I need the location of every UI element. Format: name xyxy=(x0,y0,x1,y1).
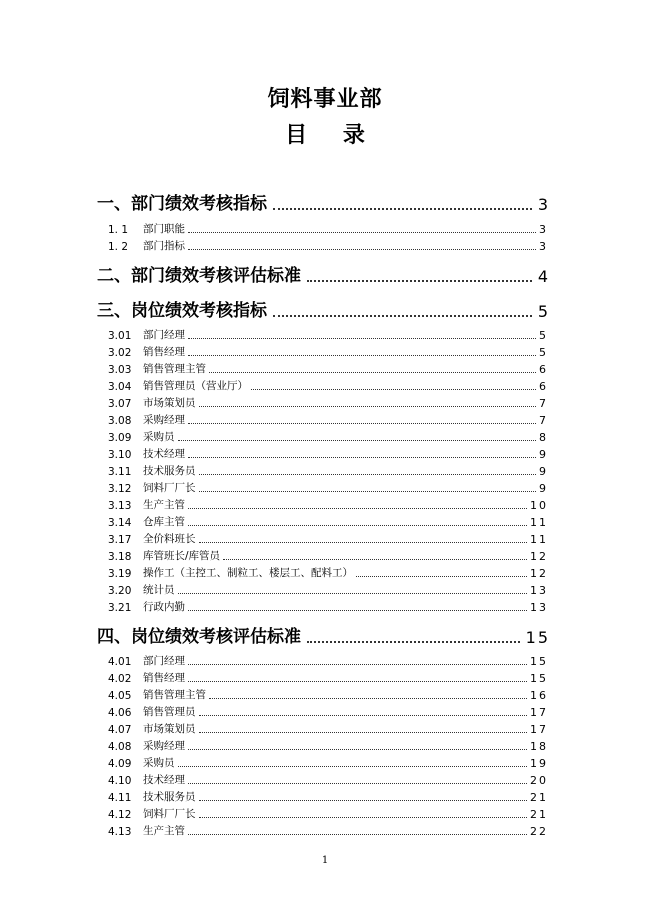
toc-leader-dots xyxy=(199,406,537,407)
toc-entry-label: 销售管理员（营业厅） xyxy=(143,380,248,392)
toc-entry-label: 全价料班长 xyxy=(143,533,196,545)
toc-entry-label: 部门指标 xyxy=(143,240,185,252)
toc-entry-number: 4.08 xyxy=(108,741,132,753)
toc-entry-number: 3.11 xyxy=(108,466,132,478)
toc-entry-page: 11 xyxy=(530,533,548,546)
toc-leader-dots xyxy=(209,372,536,373)
toc-subentry[interactable] xyxy=(0,220,650,236)
toc-entry-label: 部门经理 xyxy=(143,655,185,667)
toc-entry-number: 3.21 xyxy=(108,602,132,614)
toc-subentry[interactable] xyxy=(0,428,650,444)
toc-entry-label: 销售管理主管 xyxy=(143,363,206,375)
toc-subentry[interactable] xyxy=(0,581,650,597)
toc-entry-number: 4.06 xyxy=(108,707,132,719)
toc-entry-number: 3.07 xyxy=(108,398,132,410)
toc-subentry[interactable] xyxy=(0,703,650,719)
toc-subentry[interactable] xyxy=(0,822,650,838)
toc-section-entry[interactable] xyxy=(0,623,650,647)
toc-entry-page: 3 xyxy=(539,240,548,253)
toc-entry-page: 6 xyxy=(539,380,548,393)
toc-entry-label: 部门绩效考核指标 xyxy=(131,194,267,214)
toc-entry-label: 部门职能 xyxy=(143,223,185,235)
toc-subentry[interactable] xyxy=(0,343,650,359)
toc-entry-number: 3.08 xyxy=(108,415,132,427)
toc-heading: 目 录 xyxy=(285,123,379,148)
toc-entry-page: 9 xyxy=(539,448,548,461)
toc-leader-dots xyxy=(188,355,536,356)
toc-subentry[interactable] xyxy=(0,754,650,770)
toc-entry-number: 1. 2 xyxy=(108,241,129,253)
toc-leader-dots xyxy=(188,783,527,784)
toc-leader-dots xyxy=(188,681,527,682)
toc-entry-page: 15 xyxy=(530,672,548,685)
toc-entry-page: 22 xyxy=(530,825,548,838)
document-title: 饲料事业部 xyxy=(267,87,383,112)
toc-entry-page: 12 xyxy=(530,567,548,580)
toc-subentry[interactable] xyxy=(0,360,650,376)
toc-entry-number: 3.02 xyxy=(108,347,132,359)
toc-entry-number: 4.09 xyxy=(108,758,132,770)
toc-entry-page: 9 xyxy=(539,465,548,478)
toc-subentry[interactable] xyxy=(0,462,650,478)
toc-entry-label: 采购经理 xyxy=(143,740,185,752)
toc-entry-label: 市场策划员 xyxy=(143,397,196,409)
toc-entry-number: 3.12 xyxy=(108,483,132,495)
toc-leader-dots xyxy=(199,800,528,801)
toc-entry-page: 5 xyxy=(539,346,548,359)
toc-entry-number: 4.07 xyxy=(108,724,132,736)
toc-subentry[interactable] xyxy=(0,411,650,427)
toc-leader-dots xyxy=(178,593,528,594)
toc-entry-page: 16 xyxy=(530,689,548,702)
toc-subentry[interactable] xyxy=(0,771,650,787)
toc-entry-number: 3.03 xyxy=(108,364,132,376)
toc-entry-label: 饲料厂厂长 xyxy=(143,482,196,494)
toc-leader-dots xyxy=(307,280,532,282)
toc-entry-label: 销售经理 xyxy=(143,672,185,684)
toc-entry-label: 销售管理员 xyxy=(143,706,196,718)
toc-entry-label: 采购员 xyxy=(143,757,175,769)
toc-entry-number: 4.13 xyxy=(108,826,132,838)
toc-entry-page: 15 xyxy=(530,655,548,668)
toc-entry-number: 3.01 xyxy=(108,330,132,342)
toc-subentry[interactable] xyxy=(0,737,650,753)
toc-entry-label: 生产主管 xyxy=(143,499,185,511)
toc-entry-label: 销售经理 xyxy=(143,346,185,358)
toc-subentry[interactable] xyxy=(0,496,650,512)
toc-leader-dots xyxy=(199,715,528,716)
toc-leader-dots xyxy=(251,389,536,390)
toc-entry-page: 7 xyxy=(539,414,548,427)
toc-entry-label: 技术服务员 xyxy=(143,465,196,477)
toc-leader-dots xyxy=(199,817,528,818)
toc-subentry[interactable] xyxy=(0,805,650,821)
toc-subentry[interactable] xyxy=(0,513,650,529)
toc-entry-number: 3.09 xyxy=(108,432,132,444)
toc-leader-dots xyxy=(199,732,528,733)
toc-entry-label: 技术经理 xyxy=(143,448,185,460)
toc-entry-label: 库管班长/库管员 xyxy=(143,550,221,562)
toc-leader-dots xyxy=(188,232,536,233)
toc-leader-dots xyxy=(188,338,536,339)
toc-entry-page: 21 xyxy=(530,791,548,804)
toc-entry-number: 1. 1 xyxy=(108,224,129,236)
toc-leader-dots xyxy=(188,525,527,526)
toc-entry-page: 3 xyxy=(539,223,548,236)
toc-leader-dots xyxy=(188,664,527,665)
toc-leader-dots xyxy=(273,208,532,210)
toc-entry-page: 7 xyxy=(539,397,548,410)
toc-section-entry[interactable] xyxy=(0,262,650,286)
toc-leader-dots xyxy=(307,641,520,643)
toc-entry-number: 3.13 xyxy=(108,500,132,512)
toc-entry-number: 四、 xyxy=(97,627,131,647)
toc-entry-label: 销售管理主管 xyxy=(143,689,206,701)
toc-entry-page: 5 xyxy=(537,302,550,321)
page-number: 1 xyxy=(321,855,329,866)
toc-entry-number: 3.18 xyxy=(108,551,132,563)
toc-entry-label: 操作工（主控工、制粒工、楼层工、配料工） xyxy=(143,567,353,579)
toc-leader-dots xyxy=(178,440,537,441)
toc-entry-page: 12 xyxy=(530,550,548,563)
toc-entry-number: 三、 xyxy=(97,301,131,321)
toc-entry-number: 3.14 xyxy=(108,517,132,529)
toc-entry-label: 生产主管 xyxy=(143,825,185,837)
toc-entry-number: 4.01 xyxy=(108,656,132,668)
toc-entry-label: 技术服务员 xyxy=(143,791,196,803)
toc-leader-dots xyxy=(199,542,528,543)
toc-leader-dots xyxy=(188,834,527,835)
toc-subentry[interactable] xyxy=(0,237,650,253)
toc-entry-page: 13 xyxy=(530,601,548,614)
toc-entry-page: 9 xyxy=(539,482,548,495)
toc-leader-dots xyxy=(199,491,537,492)
toc-entry-label: 岗位绩效考核评估标准 xyxy=(131,627,301,647)
toc-entry-page: 17 xyxy=(530,706,548,719)
toc-entry-label: 部门经理 xyxy=(143,329,185,341)
toc-section-entry[interactable] xyxy=(0,297,650,321)
toc-entry-label: 部门绩效考核评估标准 xyxy=(131,266,301,286)
toc-entry-label: 采购员 xyxy=(143,431,175,443)
toc-entry-number: 3.20 xyxy=(108,585,132,597)
toc-subentry[interactable] xyxy=(0,530,650,546)
toc-leader-dots xyxy=(188,749,527,750)
toc-subentry[interactable] xyxy=(0,669,650,685)
toc-subentry[interactable] xyxy=(0,686,650,702)
toc-entry-number: 3.04 xyxy=(108,381,132,393)
toc-entry-label: 市场策划员 xyxy=(143,723,196,735)
toc-subentry[interactable] xyxy=(0,394,650,410)
toc-leader-dots xyxy=(188,249,536,250)
toc-entry-number: 3.19 xyxy=(108,568,132,580)
toc-subentry[interactable] xyxy=(0,652,650,668)
toc-entry-page: 11 xyxy=(530,516,548,529)
toc-subentry[interactable] xyxy=(0,326,650,342)
toc-subentry[interactable] xyxy=(0,377,650,393)
toc-entry-label: 统计员 xyxy=(143,584,175,596)
toc-leader-dots xyxy=(188,457,536,458)
toc-entry-number: 4.02 xyxy=(108,673,132,685)
toc-entry-page: 21 xyxy=(530,808,548,821)
toc-subentry[interactable] xyxy=(0,598,650,614)
toc-entry-page: 15 xyxy=(525,628,550,647)
toc-entry-label: 采购经理 xyxy=(143,414,185,426)
toc-leader-dots xyxy=(188,508,527,509)
toc-entry-label: 行政内勤 xyxy=(143,601,185,613)
toc-entry-page: 4 xyxy=(537,267,550,286)
toc-section-entry[interactable] xyxy=(0,190,650,214)
toc-leader-dots xyxy=(273,315,532,317)
toc-leader-dots xyxy=(209,698,527,699)
toc-leader-dots xyxy=(199,474,537,475)
toc-entry-page: 8 xyxy=(539,431,548,444)
toc-entry-page: 6 xyxy=(539,363,548,376)
toc-entry-page: 20 xyxy=(530,774,548,787)
toc-subentry[interactable] xyxy=(0,788,650,804)
toc-leader-dots xyxy=(188,423,536,424)
toc-subentry[interactable] xyxy=(0,720,650,736)
toc-leader-dots xyxy=(188,610,527,611)
toc-entry-number: 4.11 xyxy=(108,792,132,804)
toc-entry-label: 饲料厂厂长 xyxy=(143,808,196,820)
toc-entry-number: 4.05 xyxy=(108,690,132,702)
toc-entry-number: 3.17 xyxy=(108,534,132,546)
toc-entry-page: 3 xyxy=(537,195,550,214)
toc-entry-page: 18 xyxy=(530,740,548,753)
toc-entry-number: 4.10 xyxy=(108,775,132,787)
toc-leader-dots xyxy=(178,766,528,767)
toc-entry-label: 技术经理 xyxy=(143,774,185,786)
toc-entry-label: 仓库主管 xyxy=(143,516,185,528)
toc-entry-page: 13 xyxy=(530,584,548,597)
toc-entry-number: 二、 xyxy=(97,266,131,286)
toc-subentry[interactable] xyxy=(0,479,650,495)
toc-entry-page: 10 xyxy=(530,499,548,512)
toc-entry-number: 4.12 xyxy=(108,809,132,821)
toc-subentry[interactable] xyxy=(0,564,650,580)
toc-entry-number: 一、 xyxy=(97,194,131,214)
toc-entry-page: 19 xyxy=(530,757,548,770)
toc-subentry[interactable] xyxy=(0,445,650,461)
toc-entry-page: 17 xyxy=(530,723,548,736)
toc-leader-dots xyxy=(223,559,527,560)
toc-entry-label: 岗位绩效考核指标 xyxy=(131,301,267,321)
toc-leader-dots xyxy=(356,576,527,577)
toc-entry-page: 5 xyxy=(539,329,548,342)
toc-subentry[interactable] xyxy=(0,547,650,563)
toc-entry-number: 3.10 xyxy=(108,449,132,461)
